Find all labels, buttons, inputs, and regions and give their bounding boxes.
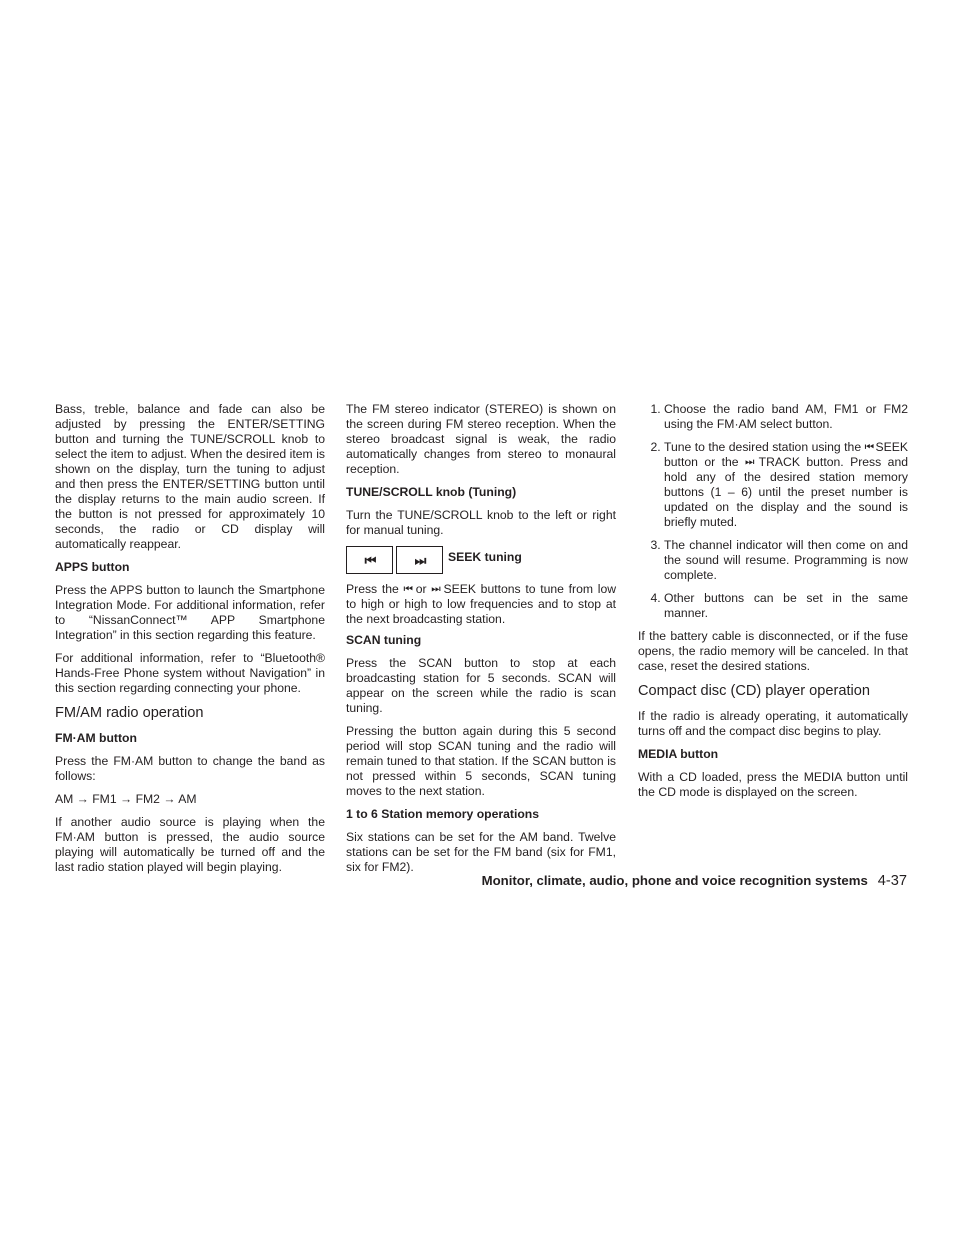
seek-tuning-header (346, 546, 616, 574)
memory-steps-list (638, 402, 908, 621)
paragraph-media: With a CD loaded, press the MEDIA button until the CD mode is displayed on the screen. (638, 770, 908, 799)
column-middle (346, 402, 616, 883)
list-item: 3. The channel indicator will then come on and the sound will resume. Programming is now complete. (664, 538, 908, 583)
footer-section-title: Monitor, climate, audio, phone and voice recognition systems (481, 873, 868, 888)
band-sequence: AM → FM1 → FM2 → AM (55, 792, 197, 806)
step2-text-b: SEEK button or the (664, 440, 908, 469)
paragraph-tune-scroll: Turn the TUNE/SCROLL knob to the left or right for manual tuning. (346, 508, 616, 537)
page-number: 4-37 (877, 873, 907, 889)
skip-forward-icon: ⏭ (431, 583, 439, 595)
list-item (664, 440, 908, 530)
section-title-fmam: FM/AM radio operation (55, 705, 204, 721)
paragraph-scan-2: Pressing the button again during this 5 second period will stop SCAN tuning and the radio will remain tuned to that station. If the SCAN button is not pressed within 5 seconds, SCAN tuning moves to the next station. (346, 724, 616, 798)
heading-tune-scroll: TUNE/SCROLL knob (Tuning) (346, 485, 517, 499)
heading-fmam-button: FM·AM button (55, 731, 137, 745)
skip-forward-icon: ⏭ (744, 456, 753, 468)
skip-back-icon: ⏮ (864, 441, 873, 453)
paragraph-station-memory: Six stations can be set for the AM band. Twelve stations can be set for the FM band (six for FM1, six for FM2). (346, 830, 616, 874)
paragraph-stereo-indicator: The FM stereo indicator (STEREO) is shown on the screen during FM stereo reception. When the stereo broadcast signal is weak, the radio automatically changes from stereo to monaural reception. (346, 402, 616, 476)
paragraph-scan-1: Press the SCAN button to stop at each broadcasting station for 5 seconds. SCAN will appear on the screen while the radio is scan tuning. (346, 656, 616, 715)
skip-forward-icon: ⏭ (396, 546, 443, 574)
skip-back-icon: ⏮ (403, 583, 411, 595)
paragraph-apps-1: Press the APPS button to launch the Smartphone Integration Mode. For additional information, refer to “NissanConnect™ APP Smartphone Integration” in this section regarding this feature. (55, 583, 325, 642)
seek-text-b: SEEK buttons to tune from low to high or high to low frequencies and to stop at the next broadcasting station. (346, 582, 617, 626)
step2-text-c: TRACK button. Press and hold any of the desired station memory buttons (1 – 6) until the preset number is updated on the display and the sound is briefly muted. (664, 455, 908, 529)
list-item: 1. Choose the radio band AM, FM1 or FM2 using the FM·AM select button. (664, 402, 908, 432)
heading-apps-button: APPS button (55, 560, 130, 574)
step2-text-a: Tune to the desired station using the (664, 440, 862, 454)
paragraph-apps-2: For additional information, refer to “Bluetooth® Hands-Free Phone system without Navigation” in this section regarding connecting your phone. (55, 651, 325, 695)
skip-back-icon: ⏮ (346, 546, 393, 574)
heading-scan-tuning: SCAN tuning (346, 633, 422, 647)
seek-text-a: Press the (346, 582, 399, 596)
paragraph-battery: If the battery cable is disconnected, or if the fuse opens, the radio memory will be canceled. In that case, reset the desired stations. (638, 629, 908, 673)
paragraph-seek (346, 582, 616, 627)
paragraph-fmam-2: If another audio source is playing when the FM·AM button is pressed, the audio source playing will automatically be turned off and the last radio station played will begin playing. (55, 815, 325, 874)
paragraph-fmam-1: Press the FM·AM button to change the band as follows: (55, 754, 325, 783)
paragraph-cd: If the radio is already operating, it automatically turns off and the compact disc begins to play. (638, 709, 908, 738)
heading-station-memory: 1 to 6 Station memory operations (346, 807, 540, 821)
heading-media-button: MEDIA button (638, 747, 719, 761)
column-left (55, 402, 325, 883)
page-footer (482, 872, 907, 890)
list-item: 4. Other buttons can be set in the same manner. (664, 591, 908, 621)
seek-text-or: or (415, 582, 427, 596)
column-right (638, 402, 908, 808)
section-title-cd: Compact disc (CD) player operation (638, 683, 870, 699)
heading-seek-tuning: SEEK tuning (448, 549, 522, 564)
paragraph-audio-adjust: Bass, treble, balance and fade can also be adjusted by pressing the ENTER/SETTING button and turning the TUNE/SCROLL knob to select the item to adjust. When the desired item is shown on the display, turn the tuning to adjust and then press the ENTER/SETTING button until the display returns to the main audio screen. If the button is not pressed for approximately 10 seconds, the radio or CD display will automatically reappear. (55, 402, 325, 551)
